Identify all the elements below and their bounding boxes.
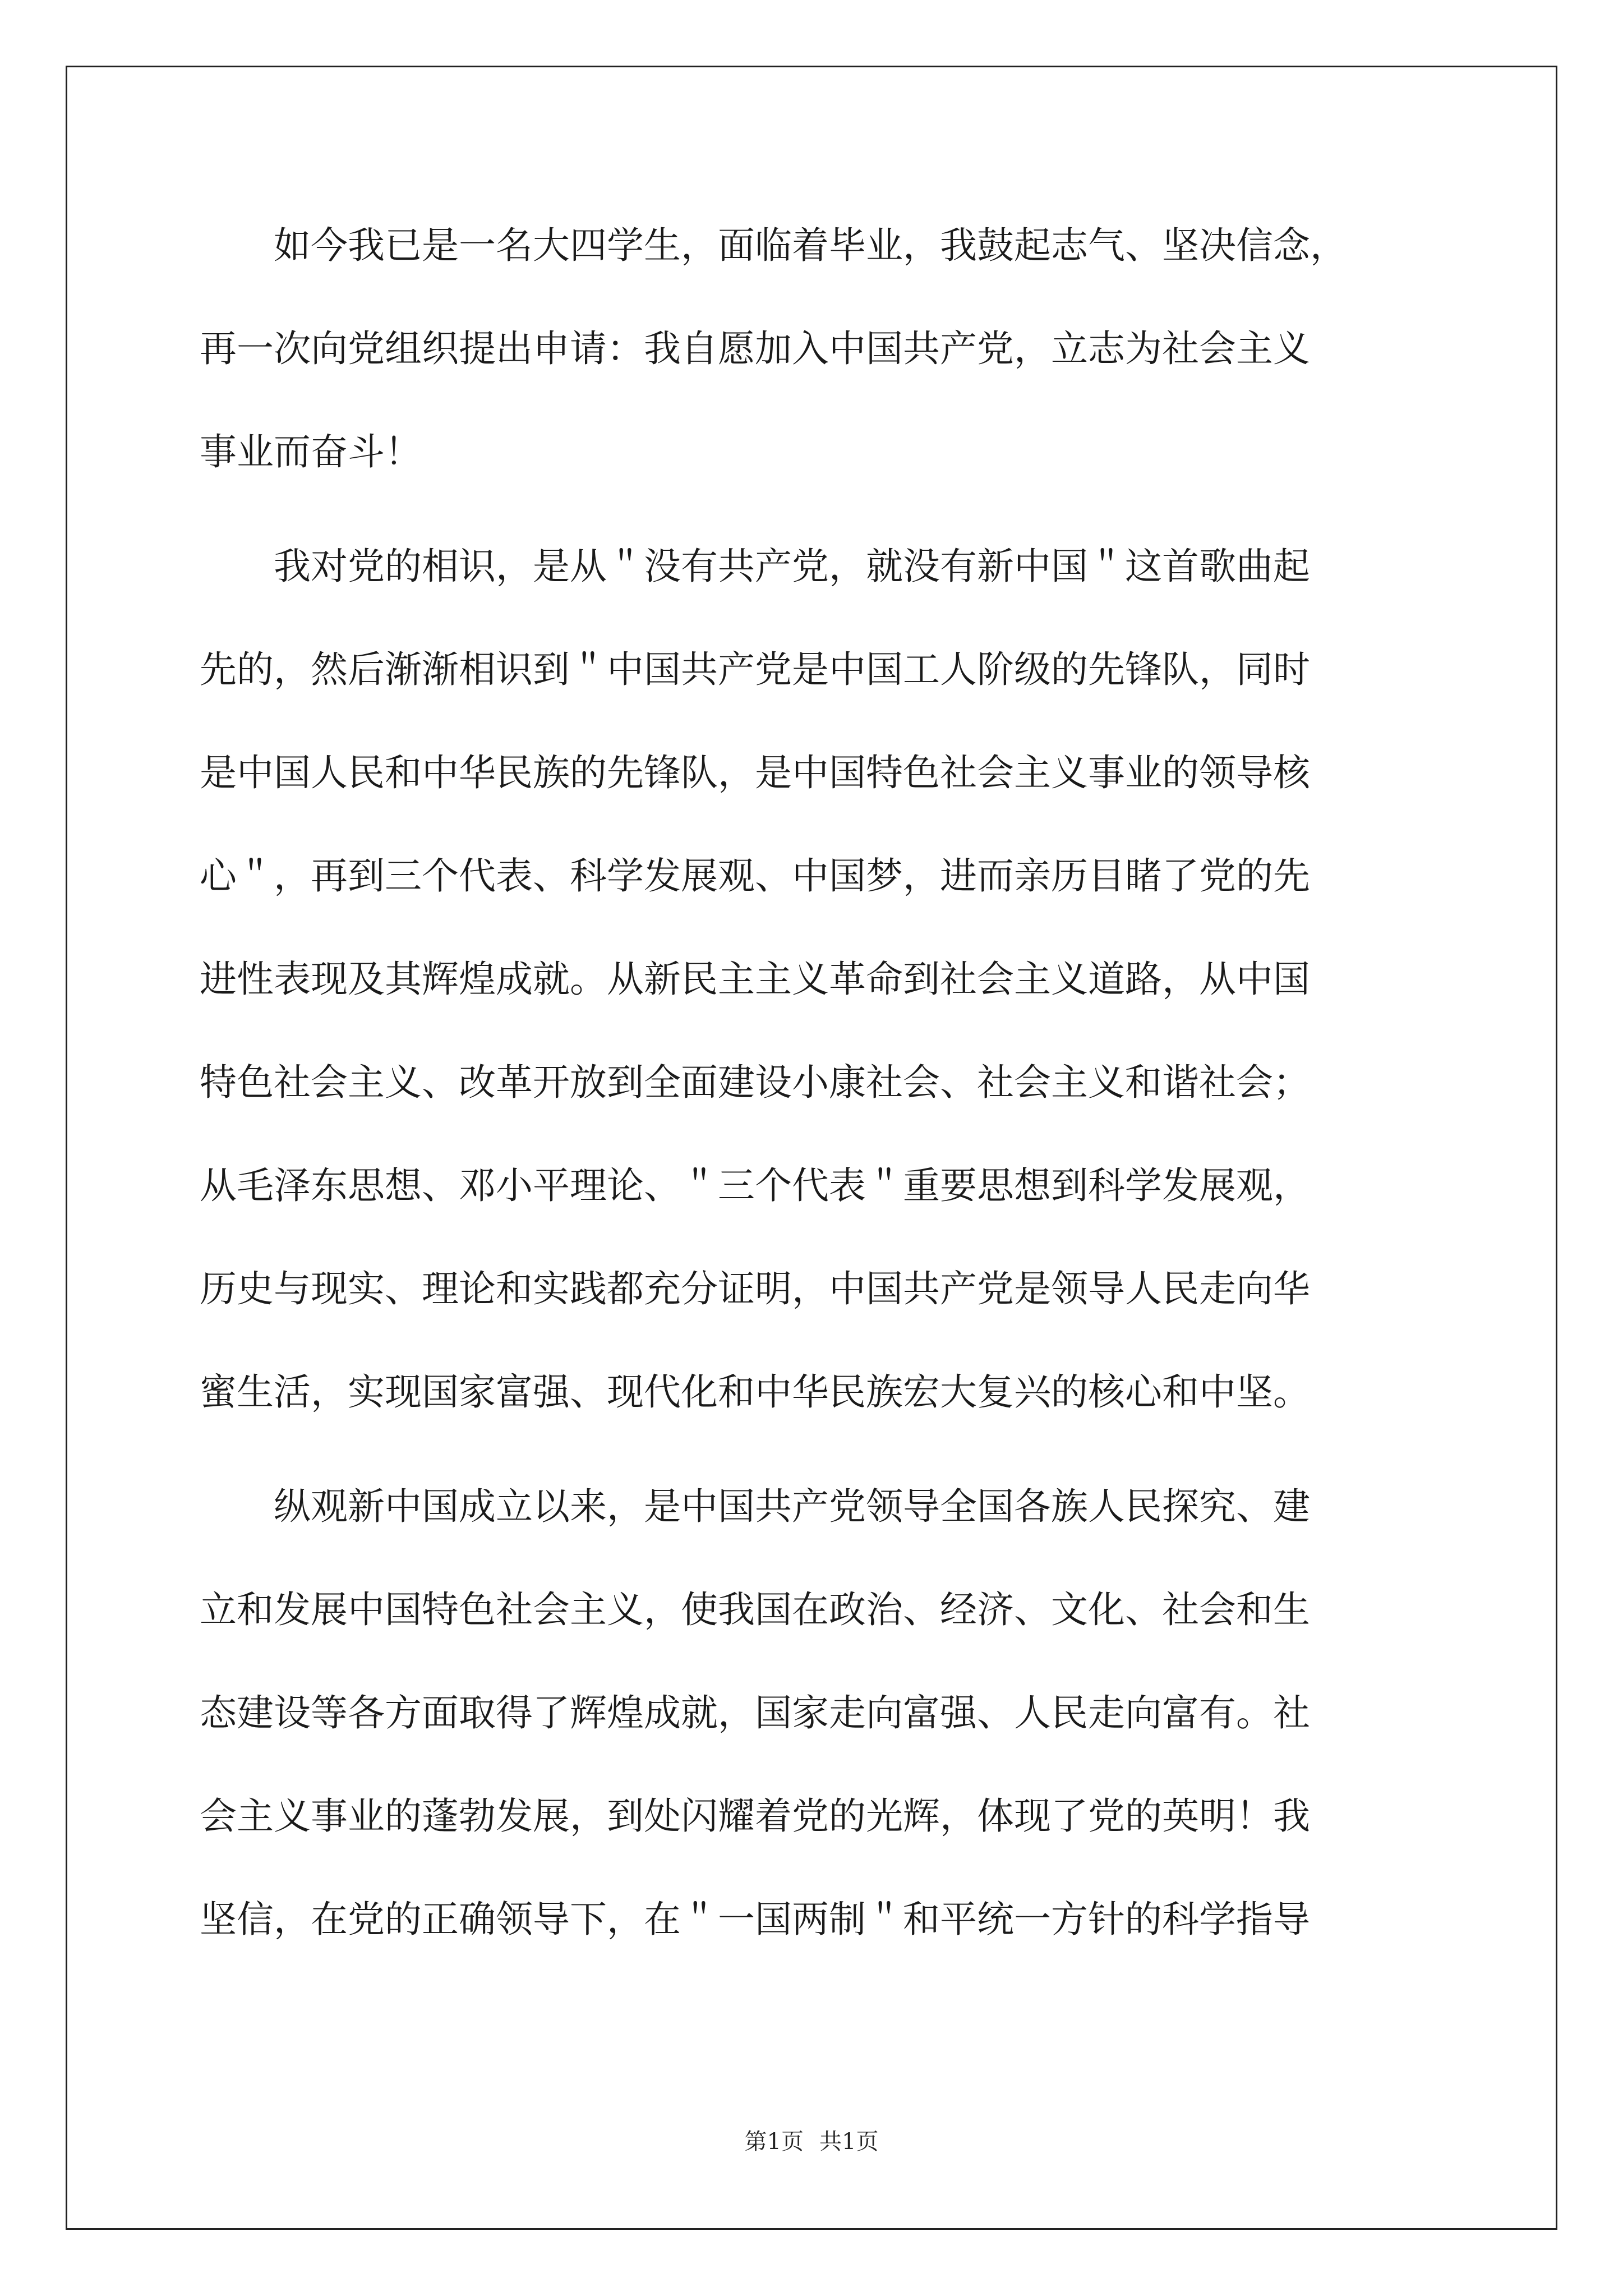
text-line: 会主义事业的蓬勃发展，到处闪耀着党的光辉，体现了党的英明！我	[200, 1795, 1310, 1838]
text-line: 坚信，在党的正确领导下，在＂一国两制＂和平统一方针的科学指导	[200, 1898, 1310, 1941]
text-line: 进性表现及其辉煌成就。从新民主主义革命到社会主义道路，从中国	[200, 958, 1310, 1001]
text-line: 态建设等各方面取得了辉煌成就，国家走向富强、人民走向富有。社	[200, 1691, 1310, 1734]
page-number-current: 第1页	[744, 2129, 804, 2155]
text-line: 立和发展中国特色社会主义，使我国在政治、经济、文化、社会和生	[200, 1588, 1310, 1631]
text-line: 纵观新中国成立以来，是中国共产党领导全国各族人民探究、建	[200, 1485, 1310, 1528]
text-line: 先的，然后渐渐相识到＂中国共产党是中国工人阶级的先锋队，同时	[200, 648, 1310, 691]
text-line: 如今我已是一名大四学生，面临着毕业，我鼓起志气、坚决信念，	[200, 224, 1347, 267]
text-line: 蜜生活，实现国家富强、现代化和中华民族宏大复兴的核心和中坚。	[200, 1370, 1310, 1414]
text-line: 历史与现实、理论和实践都充分证明，中国共产党是领导人民走向华	[200, 1267, 1310, 1310]
text-line: 我对党的相识，是从＂没有共产党，就没有新中国＂这首歌曲起	[200, 545, 1310, 588]
text-line: 再一次向党组织提出申请：我自愿加入中国共产党，立志为社会主义	[200, 327, 1310, 370]
text-line: 特色社会主义、改革开放到全面建设小康社会、社会主义和谐社会；	[200, 1061, 1310, 1104]
page-footer	[0, 2128, 1623, 2156]
text-line: 是中国人民和中华民族的先锋队，是中国特色社会主义事业的领导核	[200, 751, 1310, 794]
text-line: 心＂，再到三个代表、科学发展观、中国梦，进而亲历目睹了党的先	[200, 854, 1310, 898]
page-number-total: 共1页	[819, 2129, 879, 2155]
text-line: 从毛泽东思想、邓小平理论、＂三个代表＂重要思想到科学发展观，	[200, 1164, 1310, 1207]
text-line: 事业而奋斗！	[200, 430, 422, 473]
